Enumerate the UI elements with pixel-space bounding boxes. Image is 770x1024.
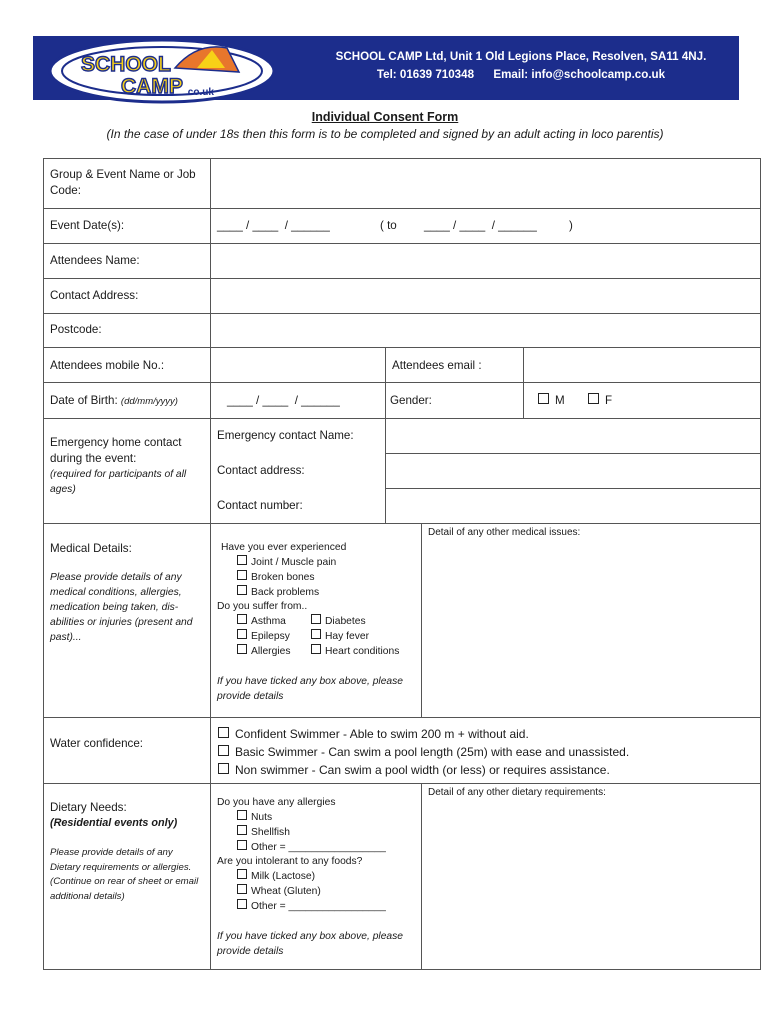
- water-opt-non[interactable]: Non swimmer - Can swim a pool width (or less) or requires assistance.: [218, 762, 610, 778]
- event-date-close: ): [569, 219, 573, 232]
- opt-diet-other1[interactable]: Other = _________________: [237, 840, 386, 855]
- checkbox-icon[interactable]: [218, 727, 229, 738]
- event-date-from[interactable]: ____ / ____ / ______: [217, 219, 330, 232]
- form-subtitle: (In the case of under 18s then this form is to be completed and signed by an adult acting in loco parentis): [106, 127, 664, 141]
- checkbox-icon[interactable]: [237, 869, 247, 879]
- emergency-number-field[interactable]: [386, 489, 760, 522]
- email-label: Attendees email :: [392, 359, 482, 372]
- water-opt-confident[interactable]: Confident Swimmer - Able to swim 200 m + without aid.: [218, 726, 529, 742]
- dietary-residential: (Residential events only): [50, 817, 178, 829]
- svg-text:CAMP: CAMP: [121, 75, 183, 98]
- checkbox-icon[interactable]: [237, 884, 247, 894]
- opt-shellfish[interactable]: Shellfish: [237, 825, 290, 840]
- dietary-label: Dietary Needs:: [50, 801, 127, 814]
- checkbox-icon[interactable]: [237, 629, 247, 639]
- emergency-note: (required for participants of all ages): [50, 469, 187, 495]
- email-field[interactable]: [524, 348, 760, 381]
- checkbox-icon[interactable]: [237, 555, 247, 565]
- checkbox-icon[interactable]: [218, 745, 229, 756]
- checkbox-icon[interactable]: [311, 629, 321, 639]
- emergency-address-label: Contact address:: [217, 464, 305, 477]
- dietary-ticked-note: If you have ticked any box above, please provide details: [217, 931, 404, 957]
- dob-label: Date of Birth: (dd/mm/yyyy): [50, 394, 178, 407]
- opt-bones[interactable]: Broken bones: [237, 570, 315, 585]
- opt-epilepsy[interactable]: Epilepsy: [237, 629, 290, 644]
- medical-note: Please provide details of any medical conditions, allergies, medication being taken, dis-abilities or injuries (present and past)...: [50, 572, 193, 643]
- emergency-label: Emergency home contact during the event:: [50, 436, 182, 465]
- form-title: Individual Consent Form: [311, 110, 459, 124]
- attendee-name-field[interactable]: [211, 244, 760, 277]
- svg-text:SCHOOL: SCHOOL: [81, 53, 171, 76]
- checkbox-icon[interactable]: [237, 585, 247, 595]
- medical-ticked-note: If you have ticked any box above, please provide details: [217, 676, 404, 702]
- dob-field[interactable]: ____ / ____ / ______: [227, 394, 340, 407]
- company-contact: Tel: 01639 710348 Email: info@schoolcamp.co.uk: [376, 68, 666, 81]
- water-opt-basic[interactable]: Basic Swimmer - Can swim a pool length (25m) with ease and unassisted.: [218, 744, 629, 760]
- checkbox-icon[interactable]: [538, 393, 549, 404]
- medical-other-label: Detail of any other medical issues:: [428, 527, 581, 538]
- event-date-to-label: ( to: [380, 219, 397, 232]
- opt-heart[interactable]: Heart conditions: [311, 644, 399, 659]
- mobile-label: Attendees mobile No.:: [50, 359, 165, 372]
- water-label: Water confidence:: [50, 737, 144, 750]
- dietary-other-field[interactable]: [422, 800, 760, 969]
- opt-joint[interactable]: Joint / Muscle pain: [237, 555, 336, 570]
- contact-address-label: Contact Address:: [50, 289, 139, 302]
- opt-hayfever[interactable]: Hay fever: [311, 629, 369, 644]
- opt-wheat[interactable]: Wheat (Gluten): [237, 884, 321, 899]
- gender-f-option[interactable]: F: [588, 393, 612, 409]
- emergency-address-field[interactable]: [386, 454, 760, 487]
- medical-label: Medical Details:: [50, 542, 132, 555]
- company-info: [301, 48, 741, 84]
- postcode-label: Postcode:: [50, 323, 102, 336]
- checkbox-icon[interactable]: [237, 825, 247, 835]
- mobile-field[interactable]: [211, 348, 384, 381]
- checkbox-icon[interactable]: [588, 393, 599, 404]
- checkbox-icon[interactable]: [237, 644, 247, 654]
- attendee-name-label: Attendees Name:: [50, 254, 140, 267]
- svg-text:.co.uk: .co.uk: [185, 87, 214, 98]
- medical-q2: Do you suffer from..: [217, 601, 308, 612]
- company-address: SCHOOL CAMP Ltd, Unit 1 Old Legions Place, Resolven, SA11 4NJ.: [335, 50, 707, 63]
- emergency-name-field[interactable]: [386, 419, 760, 452]
- opt-nuts[interactable]: Nuts: [237, 810, 272, 825]
- opt-asthma[interactable]: Asthma: [237, 614, 286, 629]
- postcode-field[interactable]: [211, 314, 760, 346]
- emergency-number-label: Contact number:: [217, 499, 303, 512]
- medical-other-field[interactable]: [422, 540, 760, 716]
- opt-diet-other2[interactable]: Other = _________________: [237, 899, 386, 914]
- dietary-other-label: Detail of any other dietary requirements:: [428, 787, 606, 798]
- checkbox-icon[interactable]: [237, 840, 247, 850]
- group-event-label: Group & Event Name or Job Code:: [50, 168, 196, 197]
- checkbox-icon[interactable]: [237, 810, 247, 820]
- checkbox-icon[interactable]: [311, 614, 321, 624]
- school-camp-logo: [47, 38, 277, 104]
- opt-allergies[interactable]: Allergies: [237, 644, 291, 659]
- gender-label: Gender:: [390, 394, 432, 407]
- dietary-q1: Do you have any allergies: [217, 797, 336, 808]
- contact-address-field[interactable]: [211, 279, 760, 312]
- opt-back[interactable]: Back problems: [237, 585, 319, 600]
- dob-format: (dd/mm/yyyy): [120, 396, 178, 407]
- checkbox-icon[interactable]: [237, 614, 247, 624]
- opt-milk[interactable]: Milk (Lactose): [237, 869, 315, 884]
- event-date-to[interactable]: ____ / ____ / ______: [424, 219, 537, 232]
- checkbox-icon[interactable]: [237, 570, 247, 580]
- checkbox-icon[interactable]: [311, 644, 321, 654]
- opt-diabetes[interactable]: Diabetes: [311, 614, 366, 629]
- dietary-note: Please provide details of any Dietary requirements or allergies. (Continue on rear of sheet or email additional details): [50, 847, 199, 902]
- medical-q1: Have you ever experienced: [221, 542, 347, 553]
- gender-m-option[interactable]: M: [538, 393, 565, 409]
- emergency-name-label: Emergency contact Name:: [217, 429, 354, 442]
- group-event-field[interactable]: [211, 159, 760, 207]
- checkbox-icon[interactable]: [218, 763, 229, 774]
- dietary-q2: Are you intolerant to any foods?: [217, 856, 363, 867]
- checkbox-icon[interactable]: [237, 899, 247, 909]
- event-dates-label: Event Date(s):: [50, 219, 125, 232]
